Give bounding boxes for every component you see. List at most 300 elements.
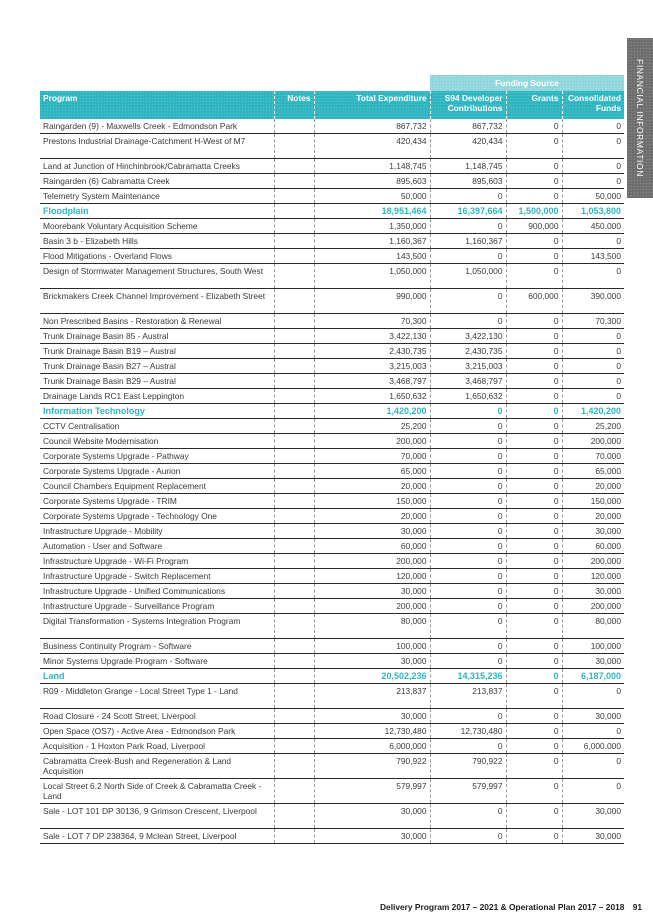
cell-notes (274, 419, 314, 434)
table-row (40, 614, 624, 639)
cell-program: Infrastructure Upgrade - Switch Replacement (40, 569, 274, 584)
cell-consolidated: 0 (562, 754, 624, 779)
table-row (40, 684, 624, 709)
cell-grants: 0 (506, 509, 562, 524)
cell-grants: 0 (506, 584, 562, 599)
cell-consolidated: 1,420,200 (562, 404, 624, 419)
cell-grants: 0 (506, 654, 562, 669)
cell-s94: 1,148,745 (430, 159, 506, 174)
table-row (40, 419, 624, 434)
col-header-notes: Notes (274, 91, 314, 119)
cell-s94: 867,732 (430, 119, 506, 134)
cell-notes (274, 539, 314, 554)
cell-total: 200,000 (314, 434, 430, 449)
funding-table (40, 74, 624, 844)
cell-total: 143,500 (314, 249, 430, 264)
cell-consolidated: 0 (562, 174, 624, 189)
cell-total: 895,603 (314, 174, 430, 189)
table-row (40, 249, 624, 264)
cell-consolidated: 0 (562, 119, 624, 134)
col-header-total: Total Expenditure (314, 91, 430, 119)
cell-total: 579,997 (314, 779, 430, 804)
cell-s94: 16,397,664 (430, 204, 506, 219)
table-row (40, 119, 624, 134)
cell-s94: 0 (430, 419, 506, 434)
cell-grants: 0 (506, 494, 562, 509)
cell-notes (274, 494, 314, 509)
table-row (40, 464, 624, 479)
cell-notes (274, 584, 314, 599)
cell-grants: 0 (506, 234, 562, 249)
footer-title: Delivery Program 2017 – 2021 & Operational Plan 2017 – 2018 (380, 902, 625, 912)
cell-grants: 0 (506, 724, 562, 739)
table-row (40, 779, 624, 804)
cell-grants: 0 (506, 359, 562, 374)
cell-consolidated: 0 (562, 374, 624, 389)
table-row (40, 554, 624, 569)
cell-consolidated: 30,000 (562, 709, 624, 724)
cell-total: 30,000 (314, 524, 430, 539)
cell-total: 420,434 (314, 134, 430, 159)
cell-total: 867,732 (314, 119, 430, 134)
table-row (40, 739, 624, 754)
cell-grants: 0 (506, 314, 562, 329)
col-header-consolidated: Consolidated Funds (562, 91, 624, 119)
cell-notes (274, 449, 314, 464)
cell-program: Sale - LOT 7 DP 238364, 9 Mclean Street, Liverpool (40, 829, 274, 844)
cell-total: 50,000 (314, 189, 430, 204)
section-side-tab (627, 38, 653, 198)
funding-source-header: Funding Source (430, 75, 624, 92)
cell-s94: 0 (430, 654, 506, 669)
cell-total: 2,430,735 (314, 344, 430, 359)
cell-notes (274, 684, 314, 709)
cell-consolidated: 120,000 (562, 569, 624, 584)
cell-program: Infrastructure Upgrade - Mobility (40, 524, 274, 539)
table-row (40, 524, 624, 539)
cell-notes (274, 554, 314, 569)
cell-total: 120,000 (314, 569, 430, 584)
table-row (40, 829, 624, 844)
cell-notes (274, 219, 314, 234)
cell-notes (274, 654, 314, 669)
table-body (40, 119, 624, 844)
cell-total: 12,730,480 (314, 724, 430, 739)
cell-program: Telemetry System Maintenance (40, 189, 274, 204)
cell-consolidated: 0 (562, 684, 624, 709)
cell-program: Non Prescribed Basins - Restoration & Renewal (40, 314, 274, 329)
cell-s94: 0 (430, 464, 506, 479)
cell-notes (274, 709, 314, 724)
cell-program: Raingarden (6) Cabramatta Creek (40, 174, 274, 189)
cell-consolidated: 150,000 (562, 494, 624, 509)
cell-program: Local Street 6.2 North Side of Creek & Cabramatta Creek - Land (40, 779, 274, 804)
cell-total: 80,000 (314, 614, 430, 639)
cell-total: 30,000 (314, 804, 430, 829)
cell-grants: 600,000 (506, 289, 562, 314)
table-row (40, 329, 624, 344)
cell-total: 65,000 (314, 464, 430, 479)
cell-notes (274, 159, 314, 174)
cell-program: Floodplain (40, 204, 274, 219)
cell-program: Flood Mitigations - Overland Flows (40, 249, 274, 264)
cell-total: 1,148,745 (314, 159, 430, 174)
cell-program: Business Continuity Program - Software (40, 639, 274, 654)
cell-total: 213,837 (314, 684, 430, 709)
cell-notes (274, 134, 314, 159)
cell-total: 25,200 (314, 419, 430, 434)
cell-grants: 0 (506, 479, 562, 494)
cell-consolidated: 390,000 (562, 289, 624, 314)
col-header-grants: Grants (506, 91, 562, 119)
cell-program: Design of Stormwater Management Structures, South West (40, 264, 274, 289)
cell-grants: 0 (506, 404, 562, 419)
cell-notes (274, 614, 314, 639)
cell-notes (274, 479, 314, 494)
cell-consolidated: 1,053,800 (562, 204, 624, 219)
cell-program: Corporate Systems Upgrade - Technology One (40, 509, 274, 524)
table-row (40, 264, 624, 289)
cell-program: Cabramatta Creek-Bush and Regeneration & Land Acquisition (40, 754, 274, 779)
table-row (40, 389, 624, 404)
cell-s94: 0 (430, 289, 506, 314)
page-number: 91 (632, 902, 643, 912)
cell-total: 18,951,464 (314, 204, 430, 219)
cell-grants: 0 (506, 569, 562, 584)
col-header-s94: S94 Developer Contributions (430, 91, 506, 119)
cell-s94: 2,430,735 (430, 344, 506, 359)
cell-grants: 0 (506, 189, 562, 204)
cell-grants: 0 (506, 449, 562, 464)
cell-grants: 0 (506, 779, 562, 804)
cell-s94: 0 (430, 479, 506, 494)
cell-s94: 0 (430, 449, 506, 464)
cell-consolidated: 70,000 (562, 449, 624, 464)
cell-grants: 0 (506, 524, 562, 539)
cell-consolidated: 50,000 (562, 189, 624, 204)
cell-program: Corporate Systems Upgrade - Aurion (40, 464, 274, 479)
cell-program: Council Chambers Equipment Replacement (40, 479, 274, 494)
cell-grants: 0 (506, 434, 562, 449)
cell-s94: 0 (430, 189, 506, 204)
cell-s94: 0 (430, 829, 506, 844)
cell-s94: 3,215,003 (430, 359, 506, 374)
cell-consolidated: 0 (562, 159, 624, 174)
cell-notes (274, 434, 314, 449)
cell-grants: 1,500,000 (506, 204, 562, 219)
cell-s94: 0 (430, 739, 506, 754)
cell-notes (274, 404, 314, 419)
cell-consolidated: 6,000,000 (562, 739, 624, 754)
cell-consolidated: 450,000 (562, 219, 624, 234)
cell-total: 30,000 (314, 709, 430, 724)
cell-grants: 0 (506, 754, 562, 779)
cell-s94: 895,603 (430, 174, 506, 189)
cell-consolidated: 25,200 (562, 419, 624, 434)
cell-notes (274, 464, 314, 479)
cell-program: Land at Junction of Hinchinbrook/Cabramatta Creeks (40, 159, 274, 174)
cell-program: Council Website Modernisation (40, 434, 274, 449)
cell-total: 3,468,797 (314, 374, 430, 389)
cell-notes (274, 189, 314, 204)
table-row (40, 359, 624, 374)
table-row (40, 434, 624, 449)
side-tab-label: FINANCIAL INFORMATION (635, 59, 646, 177)
table-row (40, 234, 624, 249)
cell-s94: 213,837 (430, 684, 506, 709)
cell-program: Trunk Drainage Basin B29 – Austral (40, 374, 274, 389)
cell-total: 20,000 (314, 479, 430, 494)
cell-notes (274, 289, 314, 314)
cell-s94: 0 (430, 494, 506, 509)
cell-s94: 0 (430, 614, 506, 639)
cell-total: 30,000 (314, 654, 430, 669)
column-header-row (40, 91, 624, 119)
cell-program: Sale - LOT 101 DP 30136, 9 Grimson Crescent, Liverpool (40, 804, 274, 829)
cell-program: Prestons Industrial Drainage-Catchment H-West of M7 (40, 134, 274, 159)
cell-notes (274, 359, 314, 374)
cell-consolidated: 70,300 (562, 314, 624, 329)
cell-grants: 0 (506, 174, 562, 189)
cell-s94: 1,050,000 (430, 264, 506, 289)
cell-s94: 790,922 (430, 754, 506, 779)
section-total-row (40, 204, 624, 219)
cell-program: Corporate Systems Upgrade - TRIM (40, 494, 274, 509)
cell-total: 990,000 (314, 289, 430, 314)
cell-consolidated: 30,000 (562, 829, 624, 844)
cell-grants: 0 (506, 464, 562, 479)
cell-program: CCTV Centralisation (40, 419, 274, 434)
cell-notes (274, 829, 314, 844)
cell-program: Infrastructure Upgrade - Surveillance Program (40, 599, 274, 614)
cell-total: 30,000 (314, 829, 430, 844)
table-row (40, 314, 624, 329)
cell-program: Minor Systems Upgrade Program - Software (40, 654, 274, 669)
cell-notes (274, 739, 314, 754)
cell-grants: 0 (506, 419, 562, 434)
cell-program: Open Space (OS7) - Active Area - Edmondson Park (40, 724, 274, 739)
table-row (40, 654, 624, 669)
cell-consolidated: 200,000 (562, 554, 624, 569)
section-total-row (40, 669, 624, 684)
page-footer (380, 902, 643, 912)
cell-grants: 0 (506, 329, 562, 344)
cell-program: Digital Transformation - Systems Integration Program (40, 614, 274, 639)
table-row (40, 539, 624, 554)
table-row (40, 479, 624, 494)
cell-s94: 3,468,797 (430, 374, 506, 389)
cell-consolidated: 60,000 (562, 539, 624, 554)
cell-program: Trunk Drainage Basin 85 - Austral (40, 329, 274, 344)
cell-grants: 0 (506, 159, 562, 174)
table-row (40, 599, 624, 614)
cell-consolidated: 0 (562, 779, 624, 804)
cell-grants: 0 (506, 249, 562, 264)
cell-consolidated: 30,000 (562, 524, 624, 539)
cell-total: 30,000 (314, 584, 430, 599)
cell-consolidated: 0 (562, 359, 624, 374)
cell-notes (274, 344, 314, 359)
cell-program: Drainage Lands RC1 East Leppington (40, 389, 274, 404)
cell-notes (274, 509, 314, 524)
cell-grants: 0 (506, 684, 562, 709)
cell-program: Moorebank Voluntary Acquisition Scheme (40, 219, 274, 234)
cell-grants: 0 (506, 614, 562, 639)
cell-s94: 0 (430, 804, 506, 829)
cell-s94: 1,160,367 (430, 234, 506, 249)
table-row (40, 449, 624, 464)
col-header-program: Program (40, 91, 274, 119)
cell-consolidated: 0 (562, 724, 624, 739)
cell-total: 1,160,367 (314, 234, 430, 249)
cell-program: Road Closure - 24 Scott Street, Liverpool (40, 709, 274, 724)
cell-s94: 0 (430, 554, 506, 569)
cell-notes (274, 779, 314, 804)
cell-program: Trunk Drainage Basin B19 – Austral (40, 344, 274, 359)
cell-notes (274, 754, 314, 779)
cell-notes (274, 174, 314, 189)
cell-s94: 1,650,632 (430, 389, 506, 404)
cell-consolidated: 80,000 (562, 614, 624, 639)
cell-total: 1,420,200 (314, 404, 430, 419)
cell-notes (274, 204, 314, 219)
cell-s94: 0 (430, 709, 506, 724)
cell-total: 70,000 (314, 449, 430, 464)
cell-notes (274, 724, 314, 739)
cell-consolidated: 6,187,000 (562, 669, 624, 684)
cell-total: 3,422,130 (314, 329, 430, 344)
cell-total: 1,350,000 (314, 219, 430, 234)
cell-program: Infrastructure Upgrade - Unified Communications (40, 584, 274, 599)
cell-s94: 0 (430, 219, 506, 234)
cell-consolidated: 30,000 (562, 584, 624, 599)
table-row (40, 189, 624, 204)
cell-grants: 0 (506, 669, 562, 684)
cell-s94: 420,434 (430, 134, 506, 159)
cell-grants: 0 (506, 554, 562, 569)
cell-program: Raingarden (9) - Maxwells Creek - Edmondson Park (40, 119, 274, 134)
cell-consolidated: 0 (562, 344, 624, 359)
cell-consolidated: 0 (562, 264, 624, 289)
cell-grants: 0 (506, 829, 562, 844)
cell-s94: 12,730,480 (430, 724, 506, 739)
cell-s94: 0 (430, 569, 506, 584)
cell-program: Acquisition - 1 Hoxton Park Road, Liverpool (40, 739, 274, 754)
cell-grants: 0 (506, 709, 562, 724)
cell-notes (274, 329, 314, 344)
cell-notes (274, 264, 314, 289)
cell-consolidated: 20,000 (562, 479, 624, 494)
table-row (40, 174, 624, 189)
cell-s94: 0 (430, 509, 506, 524)
cell-notes (274, 234, 314, 249)
cell-s94: 0 (430, 539, 506, 554)
cell-total: 20,502,236 (314, 669, 430, 684)
cell-total: 100,000 (314, 639, 430, 654)
table-row (40, 584, 624, 599)
cell-s94: 0 (430, 314, 506, 329)
cell-notes (274, 524, 314, 539)
table-row (40, 219, 624, 234)
cell-s94: 0 (430, 524, 506, 539)
cell-s94: 0 (430, 249, 506, 264)
cell-grants: 0 (506, 639, 562, 654)
cell-program: Corporate Systems Upgrade - Pathway (40, 449, 274, 464)
cell-total: 6,000,000 (314, 739, 430, 754)
table-row (40, 639, 624, 654)
cell-grants: 0 (506, 804, 562, 829)
funding-source-row (40, 75, 624, 92)
cell-consolidated: 20,000 (562, 509, 624, 524)
cell-consolidated: 0 (562, 234, 624, 249)
cell-notes (274, 639, 314, 654)
cell-grants: 0 (506, 739, 562, 754)
table-row (40, 509, 624, 524)
cell-total: 150,000 (314, 494, 430, 509)
cell-total: 1,650,632 (314, 389, 430, 404)
cell-program: Brickmakers Creek Channel Improvement - Elizabeth Street (40, 289, 274, 314)
cell-s94: 0 (430, 584, 506, 599)
table-row (40, 134, 624, 159)
cell-notes (274, 804, 314, 829)
cell-grants: 0 (506, 389, 562, 404)
cell-notes (274, 569, 314, 584)
cell-total: 60,000 (314, 539, 430, 554)
cell-consolidated: 30,000 (562, 654, 624, 669)
cell-consolidated: 200,000 (562, 434, 624, 449)
cell-total: 790,922 (314, 754, 430, 779)
cell-s94: 0 (430, 639, 506, 654)
cell-notes (274, 669, 314, 684)
cell-total: 20,000 (314, 509, 430, 524)
cell-program: R09 - Middleton Grange - Local Street Type 1 - Land (40, 684, 274, 709)
table-row (40, 344, 624, 359)
table-row (40, 159, 624, 174)
cell-consolidated: 143,500 (562, 249, 624, 264)
table-row (40, 804, 624, 829)
cell-grants: 0 (506, 539, 562, 554)
cell-grants: 0 (506, 264, 562, 289)
cell-grants: 900,000 (506, 219, 562, 234)
cell-consolidated: 0 (562, 329, 624, 344)
cell-total: 200,000 (314, 599, 430, 614)
section-total-row (40, 404, 624, 419)
cell-consolidated: 100,000 (562, 639, 624, 654)
table-row (40, 289, 624, 314)
cell-total: 200,000 (314, 554, 430, 569)
cell-notes (274, 374, 314, 389)
cell-total: 3,215,003 (314, 359, 430, 374)
cell-program: Land (40, 669, 274, 684)
cell-program: Information Technology (40, 404, 274, 419)
cell-grants: 0 (506, 599, 562, 614)
table-row (40, 709, 624, 724)
cell-s94: 579,997 (430, 779, 506, 804)
cell-program: Infrastructure Upgrade - Wi-Fi Program (40, 554, 274, 569)
table-row (40, 754, 624, 779)
table-row (40, 724, 624, 739)
cell-notes (274, 314, 314, 329)
cell-s94: 0 (430, 434, 506, 449)
table-row (40, 494, 624, 509)
cell-grants: 0 (506, 134, 562, 159)
cell-total: 70,300 (314, 314, 430, 329)
table-row (40, 374, 624, 389)
cell-grants: 0 (506, 119, 562, 134)
cell-notes (274, 119, 314, 134)
cell-s94: 14,315,236 (430, 669, 506, 684)
cell-consolidated: 200,000 (562, 599, 624, 614)
